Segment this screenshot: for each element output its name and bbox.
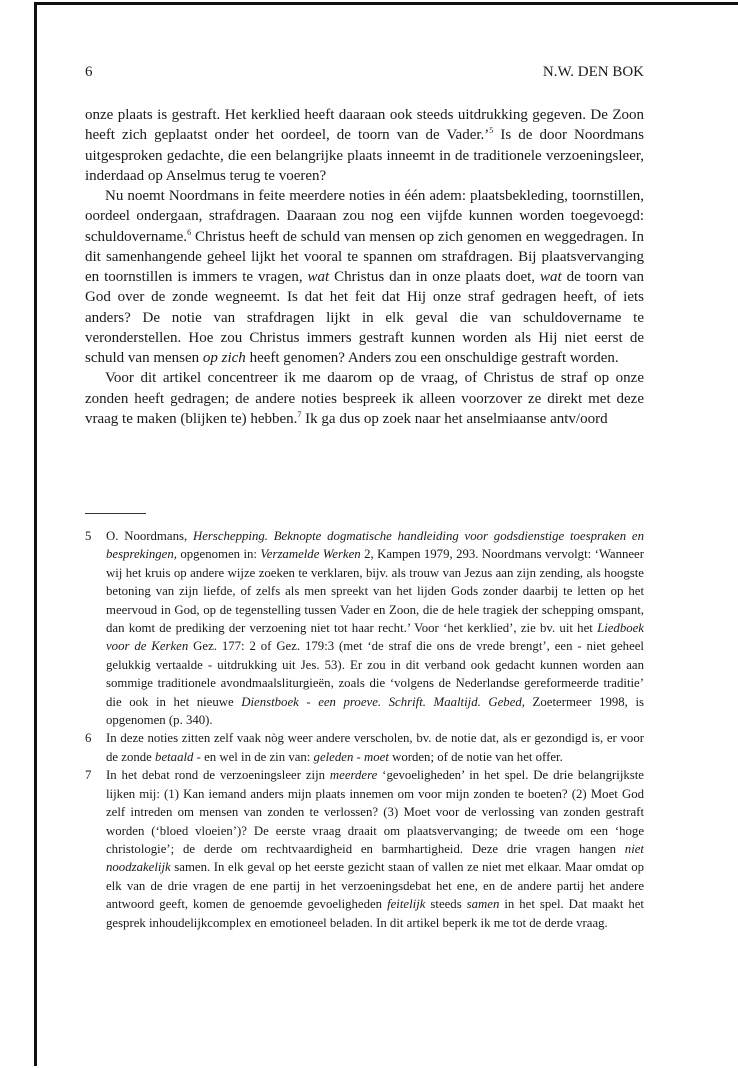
footnote-ref-5[interactable]: 5 (489, 126, 494, 136)
footnote-number: 7 (85, 768, 92, 783)
footnote-text: In deze noties zitten zelf vaak nòg weer andere verscholen, bv. de notie dat, als er gezondigd is, er voor de zonde betaald - en wel in de zin van: geleden - moet worden; of de notie van het offer. (106, 731, 644, 764)
footnote-7 (85, 766, 644, 932)
footnote-6 (85, 729, 644, 766)
footnote-text: O. Noordmans, Herschepping. Beknopte dogmatische handleiding voor godsdienstige toespraken en besprekingen, opgenomen in: Verzamelde Werken 2, Kampen 1979, 293. Noordmans vervolgt: ‘Wanneer wij het kruis op andere wijze zoeken te verklaren, bijv. als trouw van Jezus aan zijn zending, als hoogste betoning van zijn liefde, of zelfs als men spreekt van het lijden Gods zonder daarbij te letten op het meervoud in God, op de tegenstelling tussen Vader en Zoon, die de hele tragiek der schepping omspant, dan komt de prediking der verzoening niet tot haar recht.’ Voor ‘het kerklied’, zie bv. uit het Liedboek voor de Kerken Gez. 177: 2 of Gez. 179:3 (met ‘de straf die ons de vrede brengt’, een - niet geheel gelukkig vertaalde - uitdrukking uit Jes. 53). Er zou in dit verband ook gedacht kunnen worden aan sommige traditionele avondmaalsliturgieën, zoals die ‘volgens de Nederlandse gereformeerde traditie’ die ook in het nieuwe Dienstboek - een proeve. Schrift. Maaltijd. Gebed, Zoetermeer 1998, is opgenomen (p. 340). (106, 529, 645, 728)
footnote-number: 5 (85, 529, 92, 543)
footnote-ref-6[interactable]: 6 (187, 227, 192, 237)
footnote-text: In het debat rond de verzoeningsleer zijn meerdere ‘gevoeligheden’ in het spel. De drie belangrijkste lijken mij: (1) Kan iemand anders mijn plaats innemen om voor mijn zonden te boeten? (2) Moet God zelf intreden om mensen van zonden te verlossen? (3) Moet voor de verlossing van zonden gestraft worden (‘bloed vloeien’)? De eerste vraag draait om plaatsvervanging; de tweede om een ‘hoge christologie’; de derde om rechtvaardigheid en barmhartigheid. Deze drie vragen hangen niet noodzakelijk samen. In elk geval op het eerste gezicht staan of vallen ze niet met elkaar. Maar omdat op elk van de drie vragen de ene partij in het verzoeningsdebat het ene, en de andere partij het andere antwoord geeft, komen de genoemde gevoeligheden feitelijk steeds samen in het spel. Dat maakt het gesprek inhoudelijkcomplex en emotioneel beladen. In dit artikel beperk ik me tot de derde vraag. (106, 768, 644, 930)
footnote-separator (85, 513, 146, 514)
page-number: 6 (85, 64, 93, 80)
footnote-ref-7[interactable]: 7 (297, 409, 302, 419)
footnote-number: 6 (85, 731, 92, 746)
paragraph-3: Voor dit artikel concentreer ik me daarom op de vraag, of Christus de straf op onze zonden heeft gedragen; de andere noties bespreek ik alleen voorzover ze direkt met deze vraag te maken (blijken te) hebben.$^7$ Ik ga dus op zoek naar het anselmiaanse antv/oord (85, 370, 644, 427)
scan-border-top (34, 2, 738, 5)
paragraph-2: Nu noemt Noordmans in feite meerdere noties in één adem: plaatsbekleding, toornstillen, oordeel ondergaan, strafdragen. Daaraan zou nog een vijfde kunnen worden toegevoegd: schuldovername.$^6$ Christus heeft de schuld van mensen op zich genomen en weggedragen. In dit samenhangende geheel lijkt het vooral te spannen om strafdragen. Bij plaatsvervanging en toornstillen is immers te vragen, wat Christus dan in onze plaats doet, wat de toorn van God over de zonde wegneemt. Is dat het feit dat Hij onze straf gedragen heeft, of iets anders? De notie van strafdragen lijkt in elk geval die van schuldovername te veronderstellen. Hoe zou Christus immers gestraft kunnen worden als Hij niet eerst de schuld van mensen op zich heeft genomen? Anders zou een onschuldige gestraft worden. (85, 188, 644, 366)
running-title: N.W. DEN BOK (542, 64, 644, 80)
footnote-5 (85, 527, 644, 729)
running-header (85, 64, 644, 81)
body-text (85, 105, 644, 429)
footnotes (85, 527, 644, 932)
scan-border-left (34, 2, 37, 1066)
paragraph-1: onze plaats is gestraft. Het kerklied heeft daaraan ook steeds uitdrukking gegeven. De Zoon heeft zich geplaatst onder het oordeel, de toorn van de Vader.’$^5$ Is de door Noordmans uitgesproken gedachte, die een belangrijke plaats inneemt in de traditionele verzoeningsleer, inderdaad op Anselmus terug te voeren? (85, 107, 644, 184)
